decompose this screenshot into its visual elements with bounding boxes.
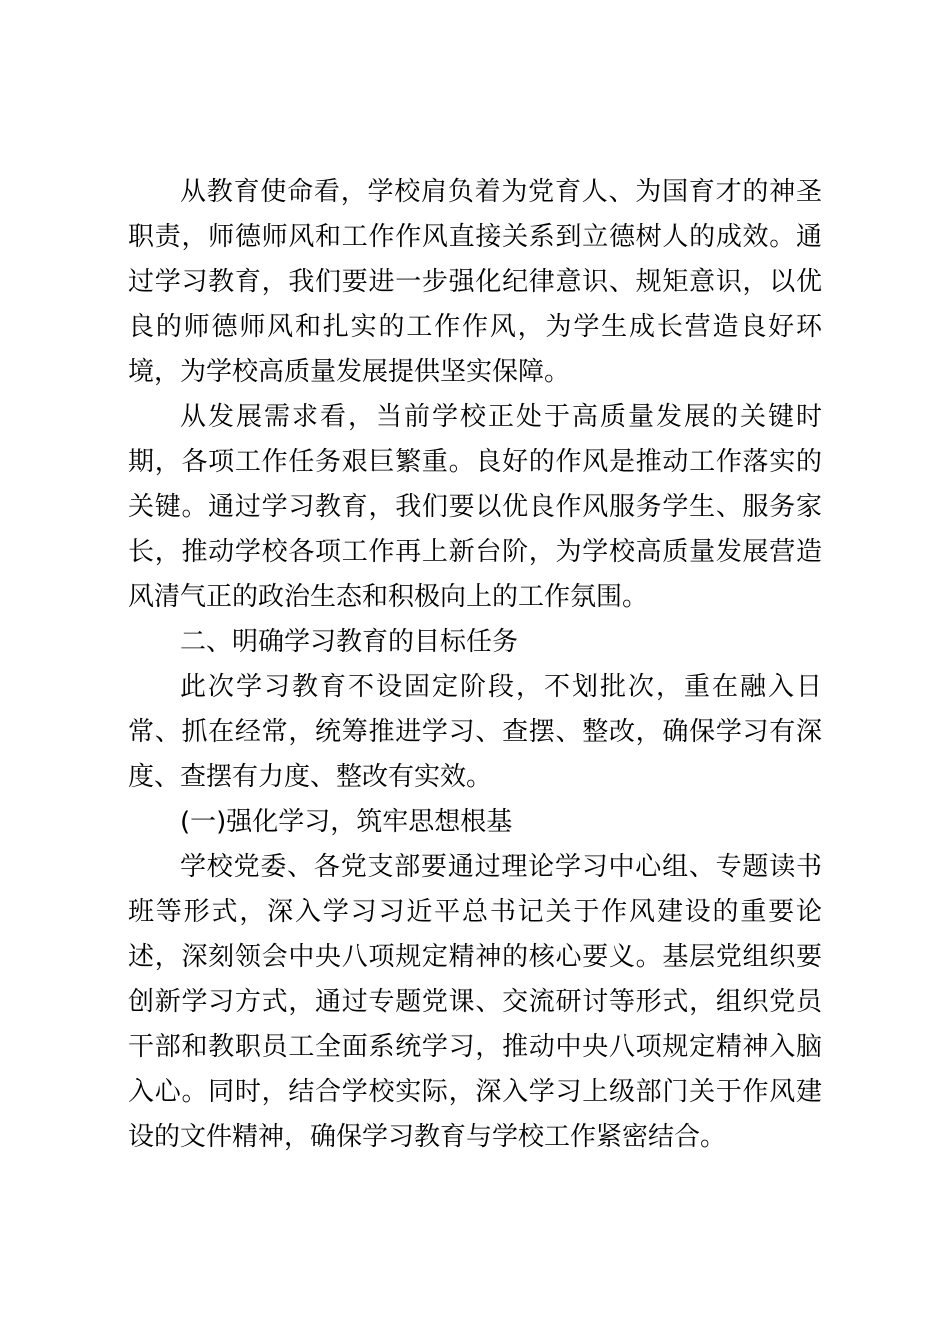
subsection-heading-strengthen-study: (一)强化学习，筑牢思想根基 [180,807,513,837]
paragraph-study-overview: 此次学习教育不设固定阶段，不划批次，重在融入日常、抓在经常，统筹推进学习、查摆、整改，确保学习有深度、查摆有力度、整改有实效。 [128,672,822,792]
paragraph-education-mission: 从教育使命看，学校肩负着为党育人、为国育才的神圣职责，师德师风和工作作风直接关系到立德树人的成效。通过学习教育，我们要进一步强化纪律意识、规矩意识，以优良的师德师风和扎实的工作作风，为学生成长营造良好环境，为学校高质量发展提供坚实保障。 [128,177,822,387]
paragraph-study-details: 学校党委、各党支部要通过理论学习中心组、专题读书班等形式，深入学习习近平总书记关于作风建设的重要论述，深刻领会中央八项规定精神的核心要义。基层党组织要创新学习方式，通过专题党课、交流研讨等形式，组织党员干部和教职员工全面系统学习，推动中央八项规定精神入脑入心。同时，结合学校实际，深入学习上级部门关于作风建设的文件精神，确保学习教育与学校工作紧密结合。 [128,852,822,1152]
document-body [128,170,822,1160]
section-heading-goals: 二、明确学习教育的目标任务 [180,627,519,657]
paragraph-development-needs: 从发展需求看，当前学校正处于高质量发展的关键时期，各项工作任务艰巨繁重。良好的作风是推动工作落实的关键。通过学习教育，我们要以优良作风服务学生、服务家长，推动学校各项工作再上新台阶，为学校高质量发展营造风清气正的政治生态和积极向上的工作氛围。 [128,402,822,612]
